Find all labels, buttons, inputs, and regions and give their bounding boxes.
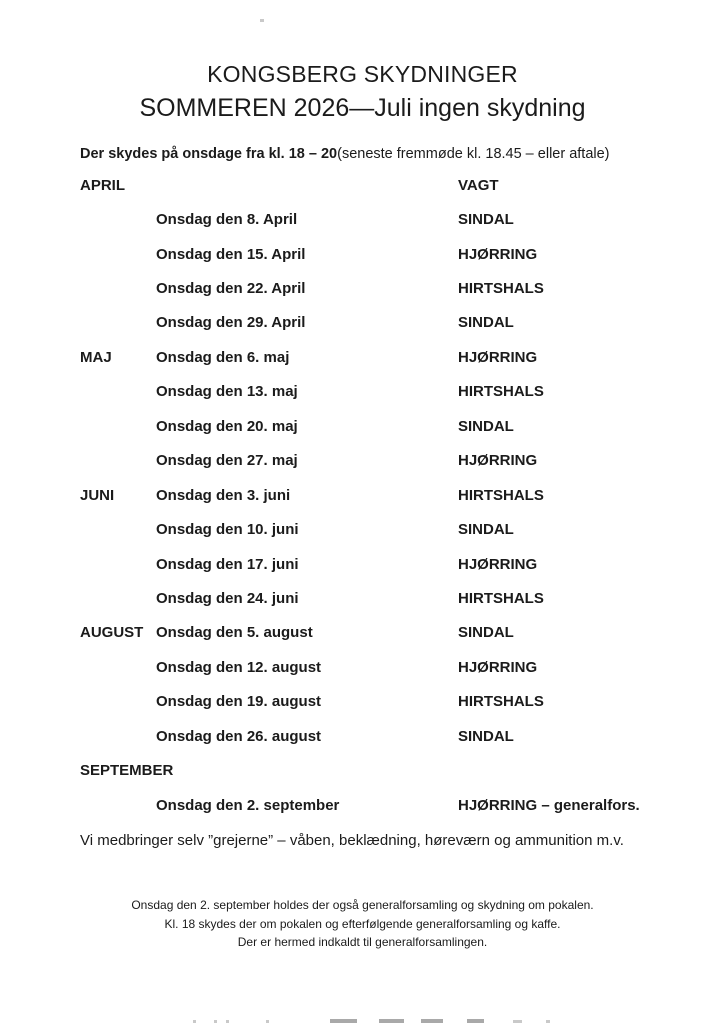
- scan-speck: [266, 1020, 269, 1023]
- scan-dash: [513, 1020, 522, 1023]
- date-cell: Onsdag den 24. juni: [156, 589, 299, 607]
- scan-speck: [214, 1020, 217, 1023]
- date-cell: Onsdag den 8. April: [156, 211, 298, 229]
- vagt-cell: HIRTSHALS: [458, 280, 544, 298]
- vagt-cell: HJØRRING: [458, 348, 538, 366]
- intro-bold-text: Der skydes på onsdage fra kl. 18 – 20: [80, 146, 338, 162]
- scan-speck: [226, 1020, 229, 1023]
- vagt-cell: HIRTSHALS: [458, 589, 544, 607]
- date-cell: Onsdag den 12. august: [156, 658, 322, 676]
- schedule-row: [80, 616, 705, 650]
- schedule-header-row: [80, 168, 705, 202]
- date-cell: Onsdag den 5. august: [156, 624, 313, 642]
- schedule-month-row: [80, 753, 705, 787]
- footer-line-2: Kl. 18 skydes der om pokalen og efterfølgende generalforsamling og kaffe.: [164, 916, 561, 931]
- schedule-row: [80, 306, 705, 340]
- vagt-cell: HJØRRING – generalfors.: [458, 796, 640, 814]
- schedule-row: [80, 478, 705, 512]
- schedule-table: [80, 168, 705, 822]
- month-label-august: AUGUST: [80, 624, 144, 642]
- date-cell: Onsdag den 10. juni: [156, 521, 299, 539]
- schedule-row: [80, 375, 705, 409]
- date-cell: Onsdag den 3. juni: [156, 486, 291, 504]
- schedule-row: [80, 788, 705, 822]
- scan-speck: [260, 19, 264, 22]
- date-cell: Onsdag den 29. April: [156, 314, 306, 332]
- vagt-cell: HJØRRING: [458, 658, 538, 676]
- scan-dash: [421, 1019, 443, 1023]
- vagt-cell: HJØRRING: [458, 245, 538, 263]
- scan-dash: [330, 1019, 357, 1023]
- footer-note: [0, 896, 725, 952]
- schedule-row: [80, 271, 705, 305]
- schedule-row: [80, 340, 705, 374]
- vagt-cell: HJØRRING: [458, 555, 538, 573]
- footer-line-3: Der er hermed indkaldt til generalforsamlingen.: [237, 935, 488, 950]
- month-label-september: SEPTEMBER: [80, 762, 174, 780]
- date-cell: Onsdag den 13. maj: [156, 383, 298, 401]
- schedule-row: [80, 719, 705, 753]
- month-label-maj: MAJ: [80, 348, 112, 366]
- vagt-cell: SINDAL: [458, 417, 514, 435]
- vagt-cell: HIRTSHALS: [458, 693, 544, 711]
- vagt-cell: SINDAL: [458, 727, 514, 745]
- schedule-row: [80, 202, 705, 236]
- scan-speck: [546, 1020, 550, 1023]
- schedule-row: [80, 650, 705, 684]
- title-line-1: KONGSBERG SKYDNINGER: [207, 61, 518, 87]
- schedule-row: [80, 444, 705, 478]
- intro-regular-text: (seneste fremmøde kl. 18.45 – eller aftale): [337, 146, 610, 162]
- date-cell: Onsdag den 17. juni: [156, 555, 299, 573]
- schedule-row: [80, 237, 705, 271]
- schedule-row: [80, 409, 705, 443]
- schedule-row: [80, 581, 705, 615]
- date-cell: Onsdag den 26. august: [156, 727, 322, 745]
- scan-speck: [193, 1020, 196, 1023]
- vagt-cell: HIRTSHALS: [458, 486, 544, 504]
- schedule-row: [80, 685, 705, 719]
- vagt-cell: SINDAL: [458, 314, 514, 332]
- vagt-cell: SINDAL: [458, 211, 514, 229]
- date-cell: Onsdag den 6. maj: [156, 348, 290, 366]
- title-line-2: SOMMEREN 2026—Juli ingen skydning: [139, 94, 586, 122]
- date-cell: Onsdag den 2. september: [156, 796, 340, 814]
- month-label-april: APRIL: [80, 176, 125, 194]
- date-cell: Onsdag den 19. august: [156, 693, 322, 711]
- scan-dash: [467, 1019, 484, 1023]
- vagt-cell: SINDAL: [458, 624, 514, 642]
- scan-dash: [379, 1019, 404, 1023]
- vagt-column-header: VAGT: [458, 176, 499, 194]
- document-title: [0, 58, 725, 126]
- schedule-row: [80, 547, 705, 581]
- date-cell: Onsdag den 27. maj: [156, 452, 298, 470]
- schedule-row: [80, 512, 705, 546]
- month-label-juni: JUNI: [80, 486, 115, 504]
- vagt-cell: HJØRRING: [458, 452, 538, 470]
- footer-line-1: Onsdag den 2. september holdes der også generalforsamling og skydning om pokalen.: [131, 898, 594, 912]
- equipment-note: Vi medbringer selv ”grejerne” – våben, beklædning, høreværn og ammunition m.v.: [80, 832, 624, 849]
- date-cell: Onsdag den 15. April: [156, 245, 306, 263]
- intro-line: [80, 146, 610, 162]
- date-cell: Onsdag den 20. maj: [156, 417, 298, 435]
- vagt-cell: HIRTSHALS: [458, 383, 544, 401]
- date-cell: Onsdag den 22. April: [156, 280, 306, 298]
- vagt-cell: SINDAL: [458, 521, 514, 539]
